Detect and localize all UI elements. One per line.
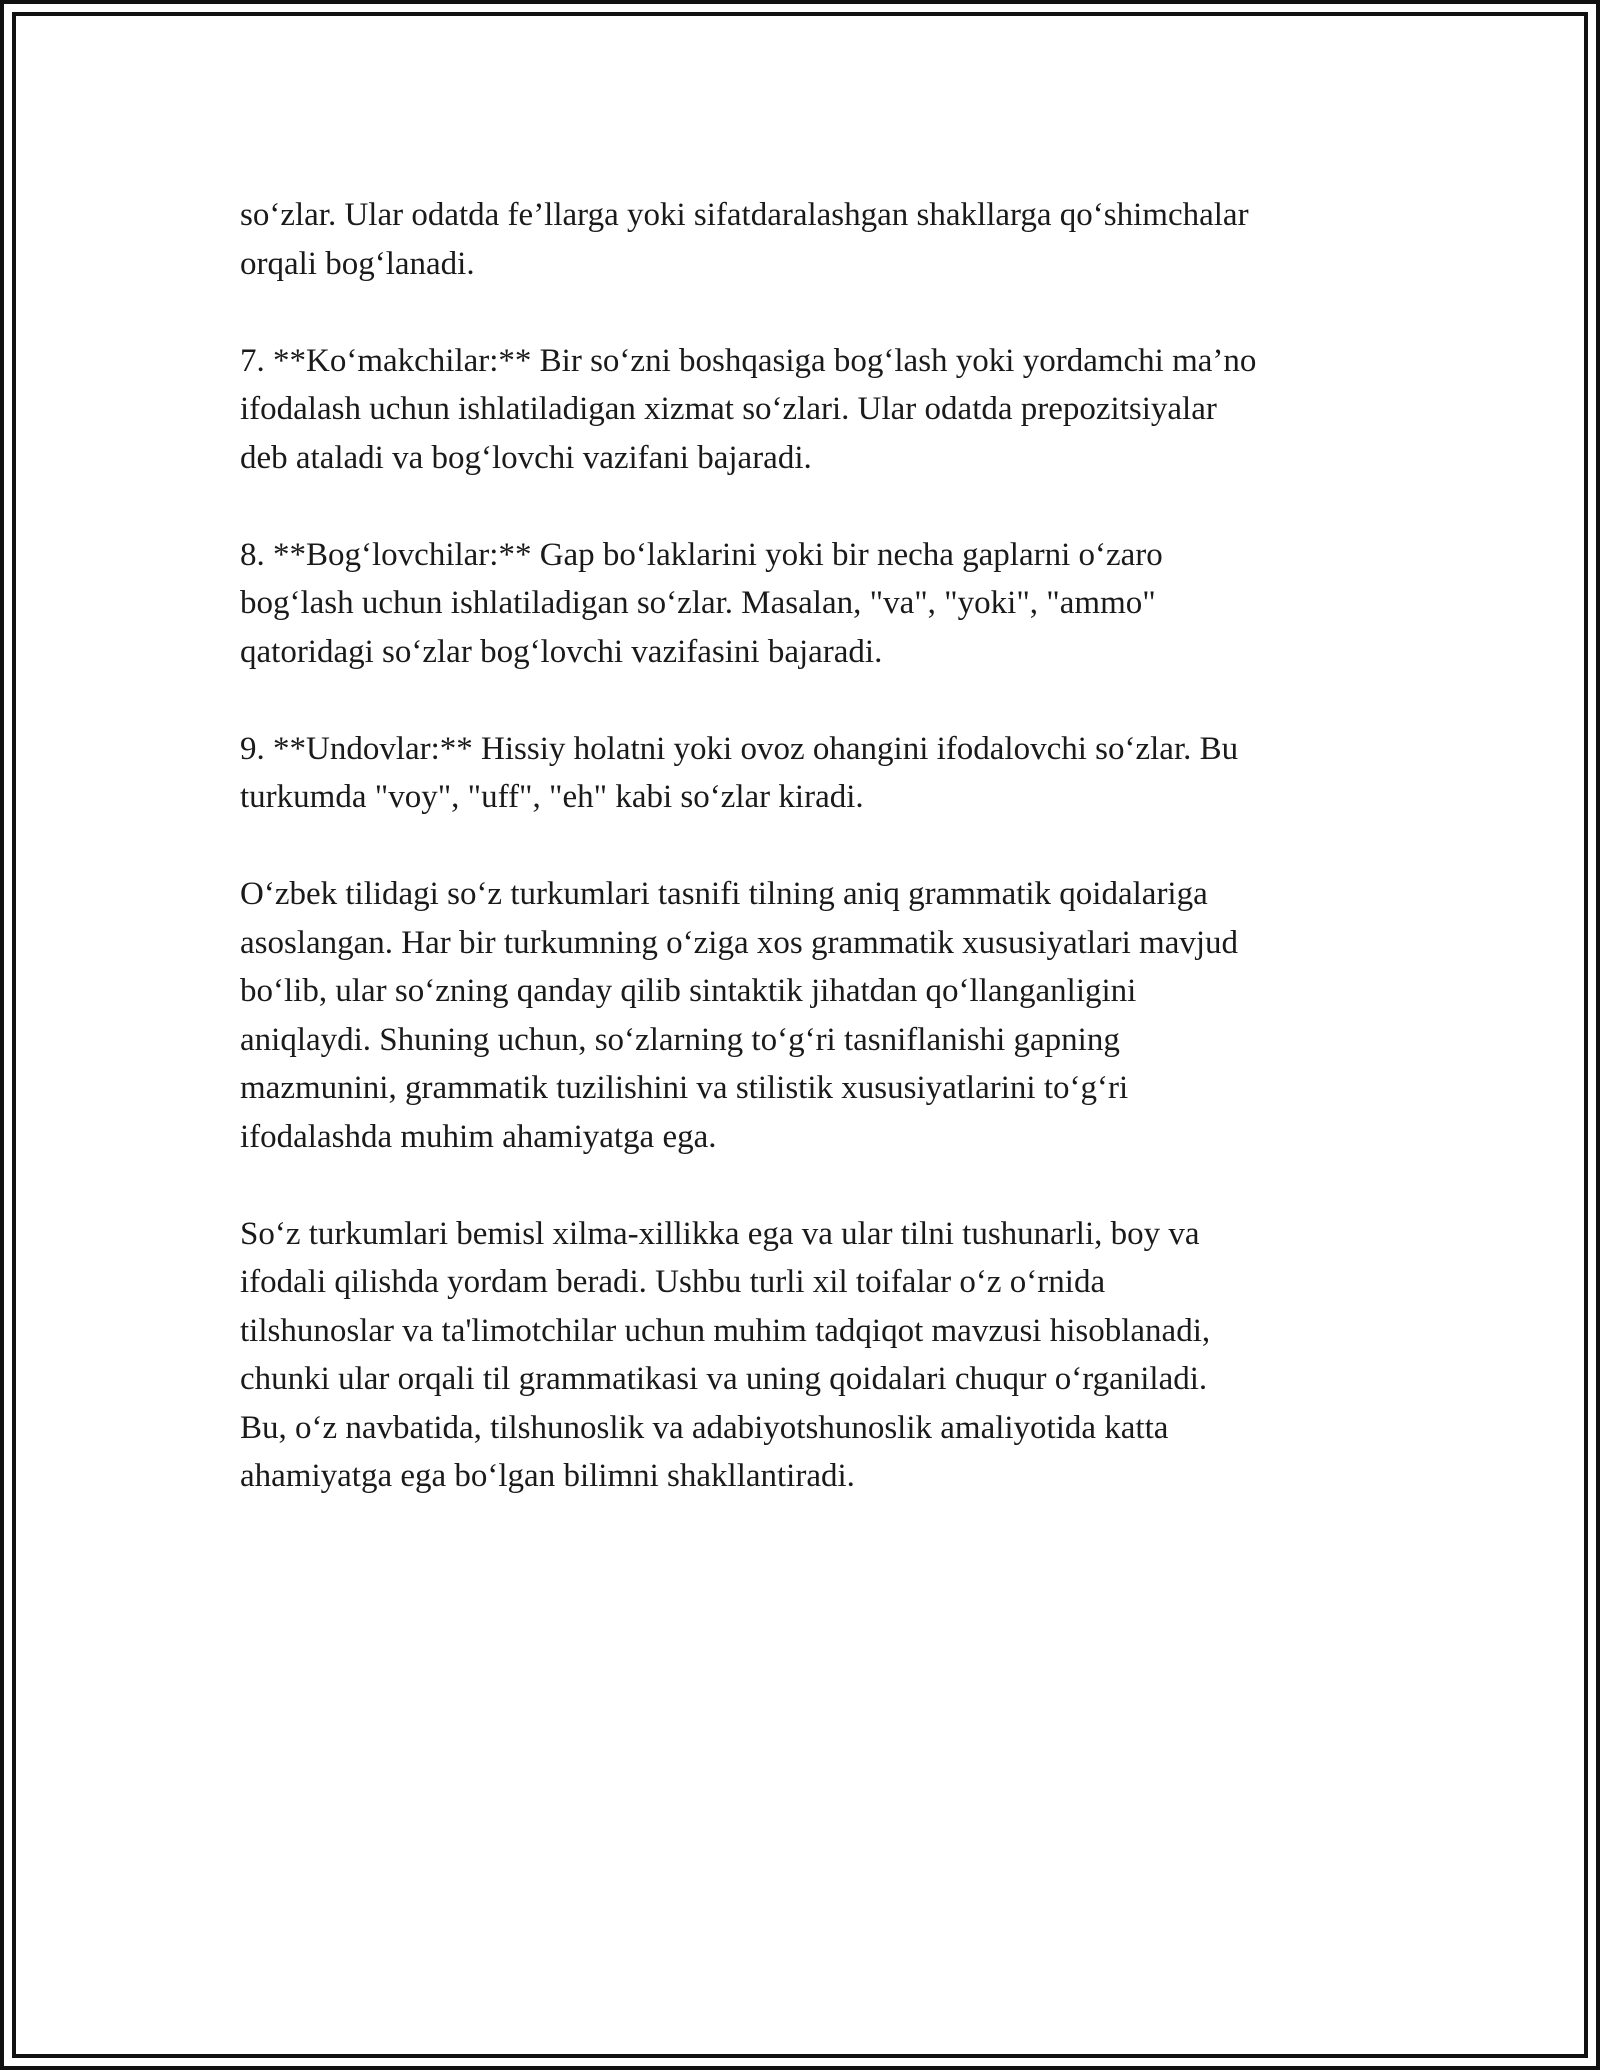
document-body [240,191,1380,1549]
paragraph-komakchilar: 7. **Ko‘makchilar:** Bir so‘zni boshqasiga bog‘lash yoki yordamchi ma’no ifodalash uchun ishlatiladigan xizmat so‘zlari. Ular odatda prepozitsiyalar deb ataladi va bog‘lovchi vazifani bajaradi. [240,342,1257,476]
paragraph-undovlar: 9. **Undovlar:** Hissiy holatni yoki ovoz ohangini ifodalovchi so‘zlar. Bu turkumda "voy", "uff", "eh" kabi so‘zlar kiradi. [240,730,1239,815]
paragraph-continuation: so‘zlar. Ular odatda fe’llarga yoki sifatdaralashgan shakllarga qo‘shimchalar orqali bog‘lanadi. [240,197,1249,282]
paragraph-boglovchilar: 8. **Bog‘lovchilar:** Gap bo‘laklarini yoki bir necha gaplarni o‘zaro bog‘lash uchun ishlatiladigan so‘zlar. Masalan, "va", "yoki", "ammo" qatoridagi so‘zlar bog‘lovchi vazifasini bajaradi. [240,536,1163,670]
paragraph-xulosa: So‘z turkumlari bemisl xilma-xillikka ega va ular tilni tushunarli, boy va ifodali qilishda yordam beradi. Ushbu turli xil toifalar o‘z o‘rnida tilshunoslar va ta'limotchilar uchun muhim tadqiqot mavzusi hisoblanadi, chunki ular orqali til grammatikasi va uning qoidalari chuqur o‘rganiladi. Bu, o‘z navbatida, tilshunoslik va adabiyotshunoslik amaliyotida katta ahamiyatga ega bo‘lgan bilimni shakllantiradi. [240,1215,1211,1494]
paragraph-tasnif: O‘zbek tilidagi so‘z turkumlari tasnifi tilning aniq grammatik qoidalariga asoslangan. Har bir turkumning o‘ziga xos grammatik xususiyatlari mavjud bo‘lib, ular so‘zning qanday qilib sintaktik jihatdan qo‘llanganligini aniqlaydi. Shuning uchun, so‘zlarning to‘g‘ri tasniflanishi gapning mazmunini, grammatik tuzilishini va stilistik xususiyatlarini to‘g‘ri ifodalashda muhim ahamiyatga ega. [240,876,1239,1155]
